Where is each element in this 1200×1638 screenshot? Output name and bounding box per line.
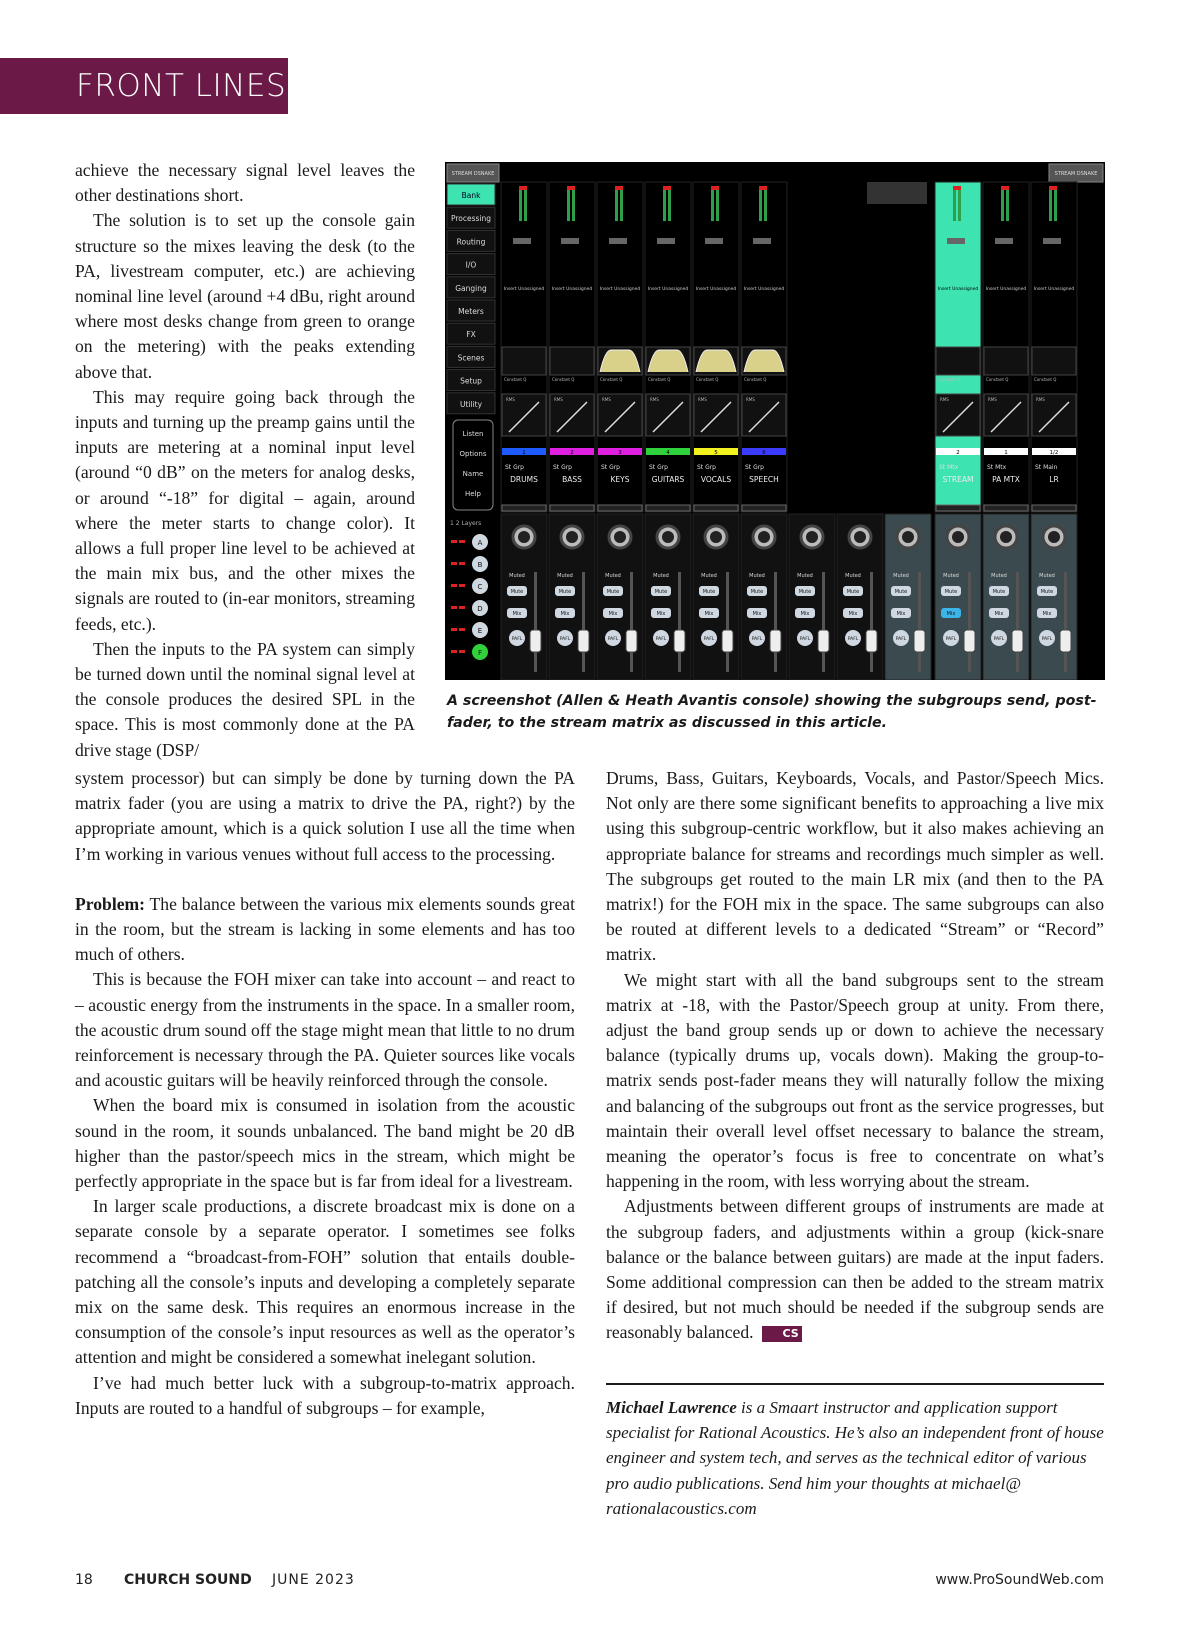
strip-button[interactable] [513,238,531,244]
mix-button-label: Mix [946,611,956,617]
dynamics-label: RMS [506,397,515,402]
fader-track [870,572,873,672]
fader-cap[interactable] [818,630,829,652]
stream-send-bar [646,505,690,511]
fader-track [534,572,537,672]
layer-button-label: D [477,605,483,613]
strip-group-label: St Grp [505,464,524,471]
mute-button-label: Mute [798,589,812,595]
level-meter [668,186,671,221]
level-meter [953,186,956,221]
dynamics-label: RMS [746,397,755,402]
eq-label: Constant Q [696,377,719,382]
strip-button[interactable] [657,238,675,244]
level-meter [759,186,762,221]
eq-label: Constant Q [1034,377,1057,382]
menu-item-label: Bank [461,191,481,200]
pafl-button-label: PAFL [607,637,619,642]
mix-button-label: Mix [704,611,714,617]
strip-button[interactable] [995,238,1013,244]
panel-item-label[interactable]: Name [462,470,484,478]
strip-name: KEYS [610,475,630,484]
stream-send-bar [742,505,786,511]
level-meter [519,186,522,221]
eq-curve [648,350,688,372]
led-indicator [459,584,465,587]
knob-cap [518,531,530,543]
fader-track [822,572,825,672]
dynamics-label: RMS [988,397,997,402]
fader-cap[interactable] [722,630,733,652]
mute-button-label: Mute [510,589,524,595]
menu-item-label: Utility [459,399,483,409]
led-indicator [459,650,465,653]
strip-number: 5 [714,450,718,456]
strip-button[interactable] [609,238,627,244]
muted-label: Muted [509,573,525,579]
paragraph: In larger scale productions, a discrete broadcast mix is done on a separate console by a separate operator. I sometimes see folks recommend a “broadcast-from-FOH” solution that entails double-patching all the console’s inputs and developing a completely separate mix on the same desk. This requires an enormous increase in the consumption of the console’s input resources as well as the operator’s attention and might be considered a somewhat inelegant solution. [75,1196,575,1368]
pafl-button-label: PAFL [799,637,811,642]
strip-number: 1/2 [1049,450,1059,456]
stream-button-label: STREAM DSNAKE [1054,171,1098,177]
dynamics-label: RMS [1036,397,1045,402]
eq-label: Constant Q [600,377,623,382]
layers-label: 1 2 Layers [450,520,482,527]
stream-send-bar [550,505,594,511]
strip-group-label: St Grp [745,464,764,471]
muted-label: Muted [653,573,669,579]
meter-peak [519,186,527,190]
mute-button-label: Mute [944,589,958,595]
eq-curve [600,350,640,372]
strip-number: 1 [522,450,526,456]
level-meter [615,186,618,221]
mute-button-label: Mute [558,589,572,595]
problem-label: Problem: [75,893,146,914]
eq-display[interactable] [984,347,1028,375]
mute-button-label: Mute [846,589,860,595]
mix-button-label: Mix [800,611,810,617]
mute-button-label: Mute [750,589,764,595]
strip-number: 1 [1004,450,1008,456]
insert-label: Insert Unassigned [1033,287,1075,292]
eq-label: Constant Q [744,377,767,382]
layer-button-label: C [477,583,483,591]
fader-track [1016,572,1019,672]
level-meter [1054,186,1057,221]
mute-button-label: Mute [654,589,668,595]
paragraph-text: Adjustments between different groups of instruments are made at the subgroup faders, and adjustments within a group (kick-snare balance or the balance between guitars) are made at the input faders. Some additional compression can then be added to the stream matrix if desired, but not much should be needed if the subgroup sends are reasonably balanced. [606,1196,1104,1343]
led-indicator [451,650,457,653]
layer-button-label: B [477,561,483,569]
paragraph: Then the inputs to the PA system can simply be turned down until the nominal signal level at the console produces the desired SPL in the space. This is most commonly done at the PA drive stage (DSP/ [75,638,415,760]
eq-display[interactable] [936,347,980,375]
insert-label: Insert Unassigned [647,287,689,292]
strip-name: DRUMS [510,475,538,484]
knob-cap [566,531,578,543]
muted-label: Muted [1039,573,1055,579]
pafl-button-label: PAFL [655,637,667,642]
paragraph: I’ve had much better luck with a subgroup-to-matrix approach. Inputs are routed to a handful of subgroups – for example, [75,1372,575,1418]
level-meter [663,186,666,221]
strip-number: 2 [570,450,574,456]
author-name: Michael Lawrence [606,1398,737,1417]
menu-item-label: Meters [458,307,484,316]
pafl-button-label: PAFL [751,637,763,642]
menu-item-label: FX [466,330,476,340]
section-tab: FRONT LINES [0,58,288,114]
level-meter [524,186,527,221]
layer-button-label: E [477,627,483,635]
mute-button-label: Mute [606,589,620,595]
eq-curve [744,350,784,372]
bio-text: is a Smaart instructor and application support specialist for Rational Acoustics. He’s also an independent front of house engineer and system tech, and serves as the technical editor of various pro audio publications. Send him your thoughts at michael@ rationalacoustics.com [606,1398,1104,1518]
layer-button-label: F [477,649,483,657]
meter-peak [1001,186,1009,190]
paragraph: When the board mix is consumed in isolation from the acoustic sound in the room, it sounds unbalanced. The band might be 20 dB higher than the pastor/speech mics in the stream, which might be perfectly appropriate in the space but is far from ideal for a livestream. [75,1095,575,1192]
knob-cap [614,531,626,543]
fader-cap[interactable] [1012,630,1023,652]
level-meter [1049,186,1052,221]
muted-label: Muted [797,573,813,579]
muted-label: Muted [749,573,765,579]
right-column [606,766,1104,1346]
level-meter [711,186,714,221]
menu-item-label: I/O [465,260,477,270]
eq-curve [696,350,736,372]
fader-track [1064,572,1067,672]
knob-cap [854,531,866,543]
fader-cap[interactable] [530,630,541,652]
stream-send-bar [984,505,1028,511]
strip-number: 6 [762,450,766,456]
menu-item-label: Processing [450,214,492,224]
paragraph: system processor) but can simply be done by turning down the PA matrix fader (you are using a matrix to drive the PA, right?) by the appropriate amount, which is a quick solution I use all the time when I’m working in various venues without full access to the processing. [75,768,575,864]
strip-button[interactable] [561,238,579,244]
muted-label: Muted [893,573,909,579]
author-bio [606,1395,1104,1521]
console-graphic [445,162,1105,680]
fader-track [774,572,777,672]
menu-item-label: Setup [460,376,482,386]
empty-block [867,182,927,204]
dynamics-label: RMS [602,397,611,402]
dynamics-label: RMS [940,397,949,402]
strip-button[interactable] [753,238,771,244]
mix-button-label: Mix [560,611,570,617]
led-indicator [459,562,465,565]
mix-button-label: Mix [656,611,666,617]
image-caption: A screenshot (Allen & Heath Avantis console) showing the subgroups send, post-fader, to the stream matrix as discussed in this article. [447,693,1097,731]
strip-button[interactable] [705,238,723,244]
insert-label: Insert Unassigned [695,287,737,292]
pafl-button-label: PAFL [703,637,715,642]
paragraph: We might start with all the band subgroups sent to the stream matrix at -18, with the Pastor/Speech group at unity. From there, adjust the band group sends up or down to achieve the necessary balance (typically drums up, vocals down). Making the group-to-matrix sends post-fader means they will naturally follow the mixing and balancing of the subgroups out front as the service progresses, but maintain their overall level offset necessary to balance the stream, meaning the operator’s focus is free to concentrate on what’s happening in the room, with less worrying about the stream. [606,969,1104,1192]
menu-item-label: Ganging [455,283,487,293]
strip-name: STREAM [942,475,974,484]
level-meter [1006,186,1009,221]
knob-cap [902,531,914,543]
fader-cap[interactable] [578,630,589,652]
stream-send-bar [936,505,980,511]
knob-cap [952,531,964,543]
eq-label: Constant Q [938,377,961,382]
eq-label: Constant Q [552,377,575,382]
menu-item-label: Routing [456,237,486,247]
muted-label: Muted [991,573,1007,579]
stream-send-bar [1032,505,1076,511]
strip-group-label: St Main [1035,464,1058,471]
led-indicator [451,606,457,609]
led-indicator [459,606,465,609]
bio-divider [606,1383,1104,1385]
mute-button-label: Mute [1040,589,1054,595]
muted-label: Muted [845,573,861,579]
strip-group-label: St Grp [649,464,668,471]
meter-peak [663,186,671,190]
mix-button-label: Mix [994,611,1004,617]
fader-cap[interactable] [626,630,637,652]
mute-button-label: Mute [992,589,1006,595]
pafl-button-label: PAFL [993,637,1005,642]
eq-display[interactable] [1032,347,1076,375]
mix-button-label: Mix [608,611,618,617]
dynamics-label: RMS [554,397,563,402]
stream-send-bar [694,505,738,511]
pafl-button-label: PAFL [945,637,957,642]
mix-button-label: Mix [1042,611,1052,617]
strip-button[interactable] [947,238,965,244]
meter-peak [567,186,575,190]
mix-button-label: Mix [848,611,858,617]
level-meter [620,186,623,221]
paragraph: Drums, Bass, Guitars, Keyboards, Vocals, and Pastor/Speech Mics. Not only are there some significant benefits to approaching a live mix using this subgroup-centric workflow, but it also makes achieving an appropriate balance for streams and recordings much simpler as well. The subgroups get routed to the main LR mix (and then to the PA matrix!) for the FOH mix in the space. The same subgroups can also be routed at different levels to a dedicated “Stream” or “Record” matrix. [606,768,1104,965]
insert-label: Insert Unassigned [743,287,785,292]
stream-send-bar [502,505,546,511]
muted-label: Muted [557,573,573,579]
knob-cap [758,531,770,543]
paragraph: This may require going back through the inputs and turning up the preamp gains until the inputs are metering at a nominal input level (around “0 dB” on the meters for analog desks, or around “-18” for digital – again, around where the meter starts to change color). It allows a full proper line level to be achieved at the main mix bus, and the other mixes the signals are routed to (in-ear monitors, streaming feeds, etc.). [75,386,415,634]
mute-button-label: Mute [702,589,716,595]
stream-button-label: STREAM DSNAKE [451,171,495,177]
eq-display[interactable] [550,347,594,375]
level-meter [567,186,570,221]
level-meter [716,186,719,221]
fader-track [968,572,971,672]
fader-cap[interactable] [770,630,781,652]
paragraph: achieve the necessary signal level leaves the other destinations short. [75,160,415,206]
level-meter [572,186,575,221]
strip-name: BASS [562,475,582,484]
knob-cap [710,531,722,543]
meter-peak [953,186,961,190]
insert-label: Insert Unassigned [503,287,545,292]
insert-label: Insert Unassigned [937,287,979,292]
fader-track [726,572,729,672]
led-indicator [459,540,465,543]
pafl-button-label: PAFL [559,637,571,642]
strip-number: 4 [666,450,670,456]
panel-item-label[interactable]: Options [459,450,487,458]
paragraph: This is because the FOH mixer can take into account – and react to – acoustic energy from the instruments in the space. In a smaller room, the acoustic drum sound off the stage might mean that little to no drum reinforcement is necessary through the PA. Quieter sources like vocals and acoustic guitars will be heavily reinforced through the console. [75,969,575,1091]
meter-peak [711,186,719,190]
pafl-button-label: PAFL [1041,637,1053,642]
muted-label: Muted [701,573,717,579]
fader-track [630,572,633,672]
menu-item-label: Scenes [457,353,485,363]
eq-label: Constant Q [504,377,527,382]
dynamics-label: RMS [650,397,659,402]
page-number: 18 [75,1572,93,1588]
strip-group-label: St Grp [697,464,716,471]
strip-group-label: St Grp [553,464,572,471]
strip-number: 2 [956,450,960,456]
knob-cap [662,531,674,543]
problem-text: The balance between the various mix elements sounds great in the room, but the stream is lacking in some elements and has too much of others. [75,893,575,965]
insert-label: Insert Unassigned [985,287,1027,292]
mix-button-label: Mix [752,611,762,617]
strip-button[interactable] [1043,238,1061,244]
meter-peak [1049,186,1057,190]
magazine-name: CHURCH SOUND [124,1572,252,1588]
meter-peak [615,186,623,190]
dynamics-label: RMS [698,397,707,402]
strip-name: LR [1049,475,1059,484]
led-indicator [451,562,457,565]
pafl-button-label: PAFL [511,637,523,642]
strip-number: 3 [618,450,622,456]
eq-label: Constant Q [648,377,671,382]
insert-label: Insert Unassigned [551,287,593,292]
strip-name: PA MTX [992,475,1020,484]
mute-button-label: Mute [894,589,908,595]
stream-send-bar [598,505,642,511]
strip-name: GUITARS [651,475,685,484]
panel-item-label[interactable]: Listen [462,430,484,438]
led-indicator [459,628,465,631]
layer-button-label: A [477,539,483,547]
eq-display[interactable] [502,347,546,375]
knob-cap [1000,531,1012,543]
level-meter [1001,186,1004,221]
pafl-button-label: PAFL [895,637,907,642]
mix-button-label: Mix [896,611,906,617]
mix-button-label: Mix [512,611,522,617]
problem-paragraph [75,892,575,968]
strip-group-label: St Mtx [939,464,959,471]
led-indicator [451,584,457,587]
knob-cap [806,531,818,543]
level-meter [764,186,767,221]
panel-item-label[interactable]: Help [465,490,481,498]
muted-label: Muted [943,573,959,579]
strip-name: VOCALS [700,475,732,484]
fader-cap[interactable] [866,630,877,652]
website-link[interactable]: www.ProSoundWeb.com [935,1572,1104,1588]
eq-label: Constant Q [986,377,1009,382]
paragraph [606,1194,1104,1345]
level-meter [958,186,961,221]
paragraph: The solution is to set up the console gain structure so the mixes leaving the desk (to the PA, livestream computer, etc.) are achieving nominal line level (around +4 dBu, right around where most desks change from green to orange on the metering) with the peaks extending above that. [75,210,415,382]
insert-label: Insert Unassigned [599,287,641,292]
console-screenshot [445,162,1105,680]
muted-label: Muted [605,573,621,579]
pafl-button-label: PAFL [847,637,859,642]
strip-group-label: St Mtx [987,464,1007,471]
knob-cap [1048,531,1060,543]
fader-cap[interactable] [964,630,975,652]
meter-peak [759,186,767,190]
fader-cap[interactable] [674,630,685,652]
left-column-bottom [75,766,575,1421]
led-indicator [451,540,457,543]
fader-cap[interactable] [1060,630,1071,652]
fader-track [678,572,681,672]
fader-track [918,572,921,672]
fader-cap[interactable] [914,630,925,652]
led-indicator [451,628,457,631]
strip-name: SPEECH [749,475,779,484]
fader-track [582,572,585,672]
end-mark: CS [762,1326,802,1342]
strip-group-label: St Grp [601,464,620,471]
issue-date: JUNE 2023 [272,1572,355,1588]
left-column-top [75,158,415,763]
